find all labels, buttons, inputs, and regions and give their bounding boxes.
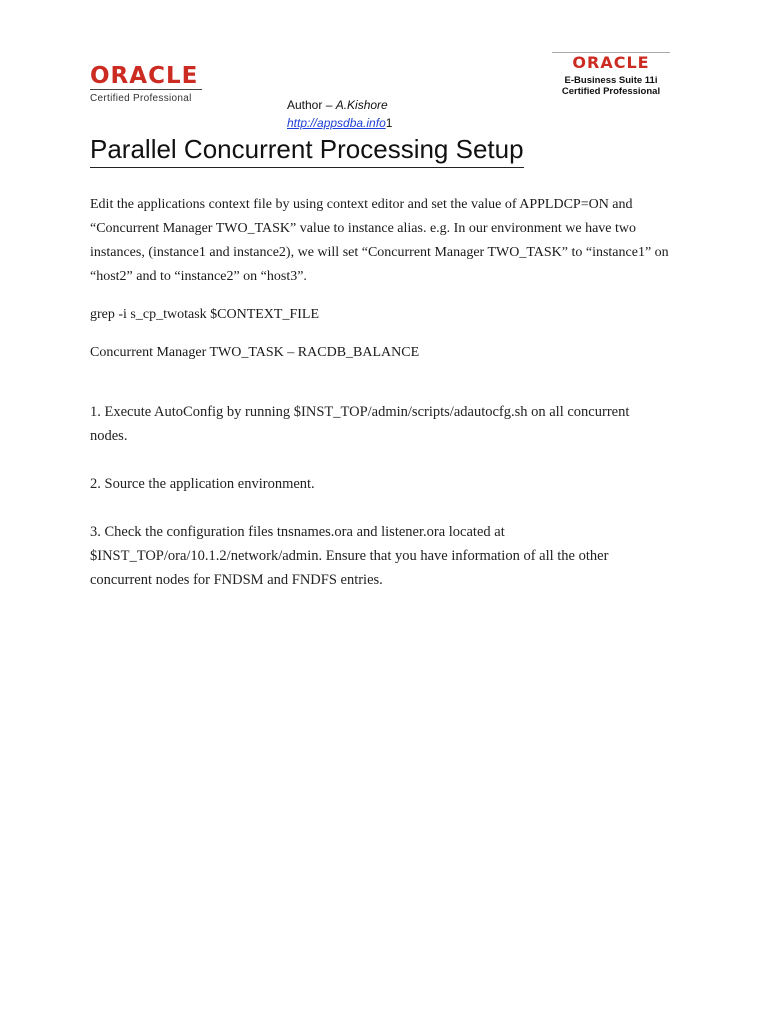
logo-subtitle: Certified Professional — [90, 93, 192, 104]
website-link[interactable]: http://appsdba.info — [287, 116, 386, 130]
website-line — [287, 116, 392, 130]
logo-right-line1: E-Business Suite 11i — [564, 75, 658, 86]
page-number: 1 — [385, 116, 393, 130]
oracle-certified-professional-logo — [90, 64, 206, 104]
author-name: A.Kishore — [335, 98, 388, 112]
step-2: 2. Source the application environment. — [90, 476, 315, 492]
intro-paragraph: Edit the applications context file by using context editor and set the value of APPLDCP=ON and “Concurrent Manager TWO_TASK” value to instance alias. e.g. In our environment we have two instances, (instance1 and instance2), we will set “Concurrent Manager TWO_TASK” to “instance1” on “host2” and to “instance2” on “host3”. — [90, 197, 669, 284]
oracle-wordmark: ORACLE — [90, 63, 199, 89]
grep-command: grep -i s_cp_twotask $CONTEXT_FILE — [90, 307, 320, 322]
step-3: 3. Check the configuration files tnsnames.ora and listener.ora located at $INST_TOP/ora/10.1.2/network/admin. Ensure that you have information of all the other concurrent nodes for FNDSM and FNDFS entries. — [90, 524, 609, 588]
logo-divider — [90, 89, 202, 90]
two-task-value: Concurrent Manager TWO_TASK – RACDB_BALANCE — [90, 345, 420, 360]
oracle-ebs-certified-logo — [552, 52, 670, 97]
page-title: Parallel Concurrent Processing Setup — [90, 133, 524, 168]
step-1: 1. Execute AutoConfig by running $INST_TOP/admin/scripts/adautocfg.sh on all concurrent nodes. — [90, 404, 630, 444]
author-line — [287, 98, 388, 112]
oracle-wordmark-right: ORACLE — [552, 52, 670, 72]
logo-right-line2: Certified Professional — [561, 86, 661, 97]
author-label: Author – — [287, 98, 336, 112]
